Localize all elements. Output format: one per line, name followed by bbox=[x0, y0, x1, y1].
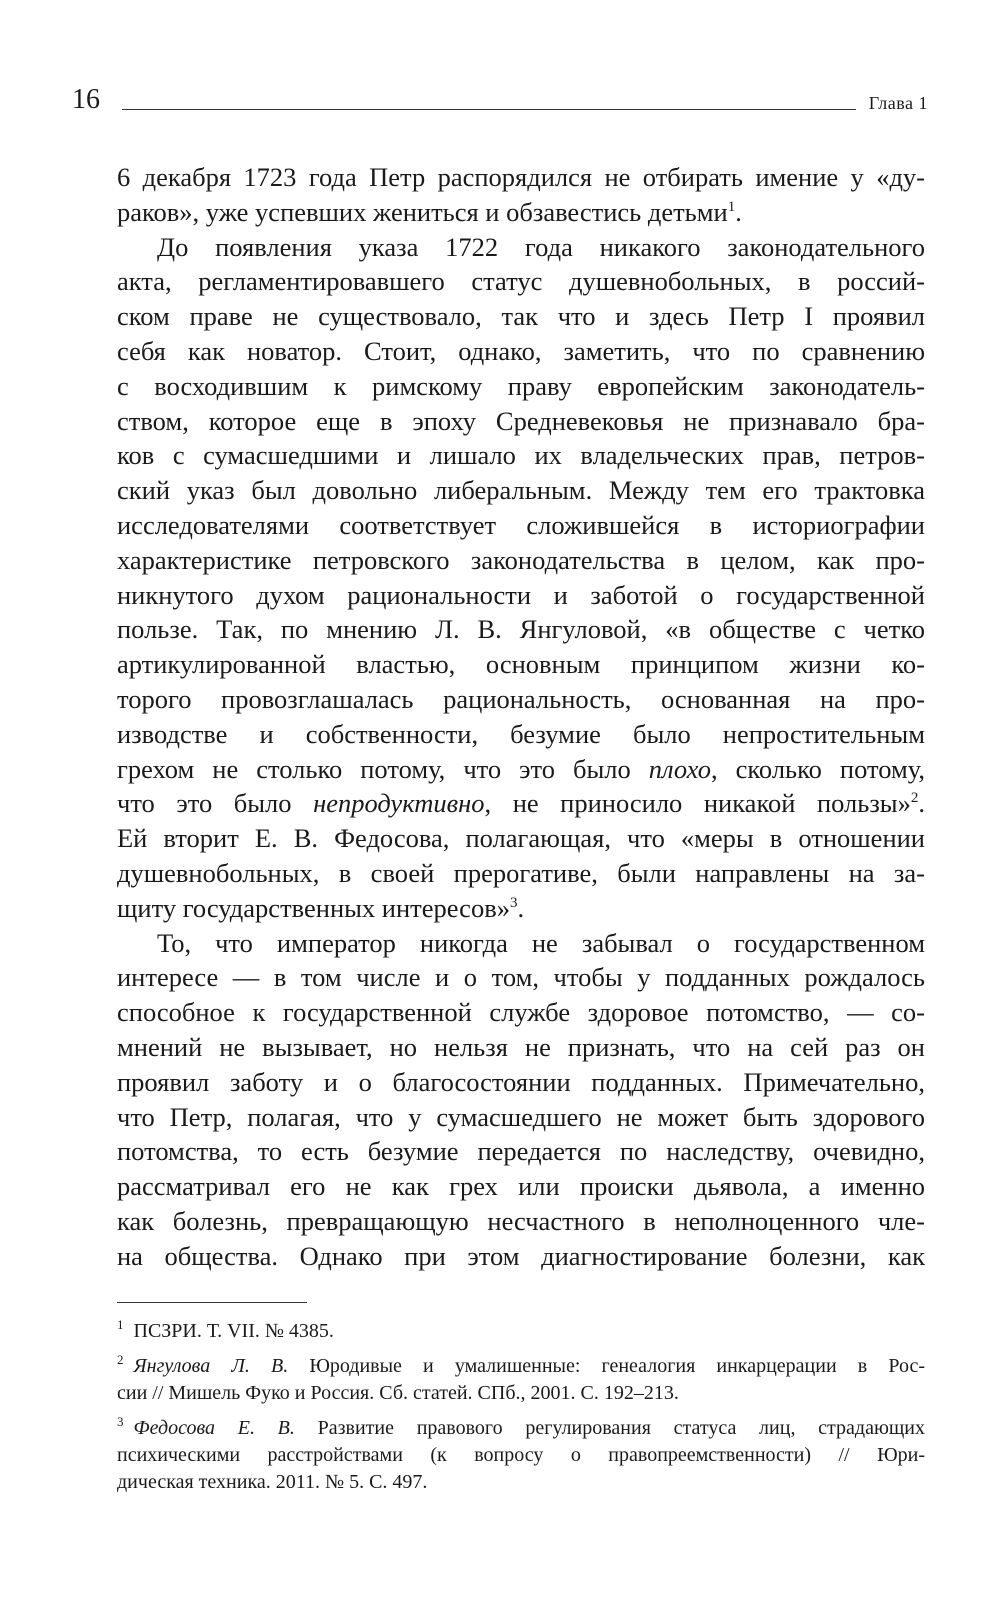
footnote-1: $^1$ ПСЗРИ. Т. VII. № 4385. bbox=[117, 1317, 334, 1342]
running-head: Глава 1 bbox=[868, 93, 928, 113]
text-line: То, что император никогда не забывал о государственном bbox=[157, 927, 925, 958]
page-header bbox=[72, 86, 928, 126]
text-line: характеристике петровского законодательства в целом, как про- bbox=[117, 544, 925, 575]
footnote-ref: 3 bbox=[509, 894, 518, 911]
text-line: щиту государственных интересов»$^3$. bbox=[117, 892, 525, 923]
text-line: рассматривал его не как грех или происки дьявола, а именно bbox=[117, 1171, 925, 1202]
text-line: проявил заботу и о благосостоянии подданных. Примечательно, bbox=[117, 1066, 925, 1097]
footnote-ref: 2 bbox=[910, 790, 919, 807]
text-line: ков с сумасшедшими и лишало их владельческих прав, петров- bbox=[117, 440, 925, 471]
text-line: акта, регламентировавшего статус душевнобольных, в россий- bbox=[117, 266, 925, 297]
text-line: До появления указа 1722 года никакого законодательного bbox=[157, 231, 925, 262]
text-line: Ей вторит Е. В. Федосова, полагающая, что «меры в отношении bbox=[117, 823, 925, 854]
text-line: никнутого духом рациональности и заботой о государственной bbox=[117, 579, 925, 610]
footnote-2-cont: сии // Мишель Фуко и Россия. Сб. статей. СПб., 2001. С. 192–213. bbox=[117, 1382, 679, 1404]
footnote-ref: 1 bbox=[727, 198, 736, 215]
footnote-3: $^3$ Федосова Е. В. Развитие правового регулирования статуса лиц, страдающих bbox=[117, 1414, 926, 1439]
text-line: ском праве не существовало, так что и здесь Петр I проявил bbox=[117, 301, 925, 332]
text-line: 6 декабря 1723 года Петр распорядился не отбирать имение у «ду- bbox=[117, 162, 925, 192]
text-line: ский указ был довольно либеральным. Между тем его трактовка bbox=[117, 475, 925, 506]
text-line: интересе — в том числе и о том, чтобы у подданных рождалось bbox=[117, 962, 925, 993]
main-text bbox=[117, 160, 925, 1274]
footnote-3-cont: психическими расстройствами (к вопросу о правопреемственности) // Юри- bbox=[117, 1444, 925, 1466]
text-line: душевнобольных, в своей прерогативе, были направлены на за- bbox=[117, 857, 925, 888]
text-line: мнений не вызывает, но нельзя не признать, что на сей раз он bbox=[117, 1031, 925, 1062]
text-line: как болезнь, превращающую несчастного в неполноценного чле- bbox=[117, 1205, 925, 1236]
text-line: что Петр, полагая, что у сумасшедшего не может быть здорового bbox=[117, 1101, 925, 1132]
text-line: изводстве и собственности, безумие было непростительным bbox=[117, 718, 925, 749]
text-line: на общества. Однако при этом диагностирование болезни, как bbox=[117, 1240, 925, 1271]
text-line: потомства, то есть безумие передается по наследству, очевидно, bbox=[117, 1136, 925, 1167]
text-line: себя как новатор. Стоит, однако, заметить, что по сравнению bbox=[117, 335, 925, 366]
text-line: с восходившим к римскому праву европейским законодатель- bbox=[117, 370, 925, 401]
text-line: что это было непродуктивно, не приносило никакой пользы»$^2$. bbox=[117, 788, 925, 819]
text-line: артикулированной властью, основным принципом жизни ко- bbox=[117, 649, 925, 680]
text-line: способное к государственной службе здоровое потомство, — со- bbox=[117, 997, 925, 1028]
footnote-rule bbox=[117, 1302, 307, 1303]
text-line: грехом не столько потому, что это было плохо, сколько потому, bbox=[117, 753, 925, 784]
text-line: исследователями соответствует сложившейся в историографии bbox=[117, 509, 925, 540]
text-line: раков», уже успевших жениться и обзавестись детьми$^1$. bbox=[117, 196, 742, 227]
footnote-3-cont: дическая техника. 2011. № 5. С. 497. bbox=[117, 1471, 428, 1493]
footnote-2: $^2$ Янгулова Л. В. Юродивые и умалишенные: генеалогия инкарцерации в Рос- bbox=[117, 1352, 925, 1377]
text-line: пользе. Так, по мнению Л. В. Янгуловой, «в обществе с четко bbox=[117, 614, 925, 645]
page-number: 16 bbox=[72, 84, 100, 115]
footnotes bbox=[117, 1318, 925, 1496]
text-line: ством, которое еще в эпоху Средневековья не признавало бра- bbox=[117, 405, 925, 436]
text-line: торого провозглашалась рациональность, основанная на про- bbox=[117, 683, 925, 714]
header-rule bbox=[122, 109, 856, 110]
